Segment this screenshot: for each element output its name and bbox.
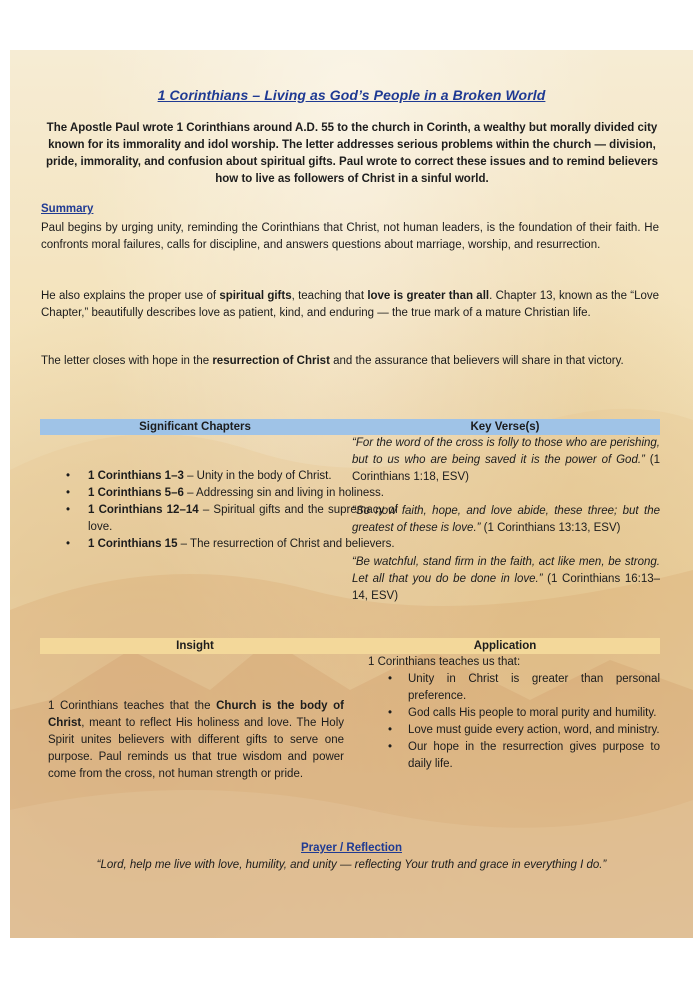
application-intro: 1 Corinthians teaches us that:: [368, 656, 521, 668]
chapter-item: [88, 502, 398, 536]
table1-header-row: [40, 419, 660, 435]
application-item: • God calls His people to moral purity and humility.: [408, 705, 660, 722]
prayer-text: “Lord, help me live with love, humility, and unity — reflecting Your truth and grace in everything I do.”: [96, 859, 607, 871]
chapter-item: [88, 468, 398, 485]
intro-paragraph: The Apostle Paul wrote 1 Corinthians around A.D. 55 to the church in Corinth, a wealthy but morally divided city known for its immorality and idol worship. The letter addresses serious problems within the church — division, pride, immorality, and confusion about spiritual gifts. Paul wrote to correct these issues and to remind believers how to live as followers of Christ in a sinful world.: [46, 122, 658, 185]
application-item: • Love must guide every action, word, and ministry.: [408, 722, 660, 739]
summary-paragraph-3: [41, 353, 659, 370]
verse-citation: (1 Corinthians 16:13–14, ESV): [352, 573, 661, 602]
chapter-item: [88, 536, 398, 553]
prayer-heading: Prayer / Reflection: [301, 842, 402, 854]
chapter-desc: – Unity in the body of Christ.: [183, 470, 332, 482]
insight-application-table: [40, 638, 660, 780]
chapter-desc: – Spiritual gifts and the supremacy of love.: [88, 504, 399, 533]
key-verse: [352, 503, 660, 537]
insight-column: [40, 654, 352, 780]
summary-paragraph-2: [41, 288, 659, 322]
application-list: [352, 671, 660, 773]
insight-text-c: , meant to reflect His holiness and love. The Holy Spirit unites believers with different gifts to serve one purpose. Paul reminds us that true wisdom and power come from the cross, not human strength or pride.: [48, 717, 344, 780]
key-verses-header: Key Verse(s): [470, 421, 540, 433]
p2-text-c: , teaching that: [291, 290, 368, 302]
verse-quote: “For the word of the cross is folly to those who are perishing, but to us who are being saved it is the power of God.”: [352, 437, 660, 466]
p2-bold-love: love is greater than all: [367, 290, 490, 302]
chapters-verses-table: [40, 419, 660, 605]
application-column: [352, 654, 660, 773]
insight-text-a: 1 Corinthians teaches that the: [48, 700, 217, 712]
application-item: • Unity in Christ is greater than personal preference.: [408, 671, 660, 705]
chapter-desc: – Addressing sin and living in holiness.: [183, 487, 384, 499]
key-verse: [352, 435, 660, 486]
chapter-ref: 1 Corinthians 15: [88, 538, 178, 550]
key-verse: [352, 554, 660, 605]
chapter-ref: 1 Corinthians 1–3: [88, 470, 184, 482]
application-item: • Our hope in the resurrection gives purpose to daily life.: [408, 739, 660, 773]
chapter-ref: 1 Corinthians 5–6: [88, 487, 184, 499]
p3-text-a: The letter closes with hope in the: [41, 355, 213, 367]
chapter-desc: – The resurrection of Christ and believers.: [177, 538, 395, 550]
table2-header-row: [40, 638, 660, 654]
verse-citation: (1 Corinthians 13:13, ESV): [480, 522, 621, 534]
insight-text: [48, 698, 344, 783]
application-header: Application: [473, 640, 537, 652]
summary-paragraph-1: Paul begins by urging unity, reminding the Corinthians that Christ, not human leaders, is the foundation of their faith. He confronts moral failures, calls for discipline, and answers questions about marriage, worship, and resurrection.: [41, 222, 659, 251]
p2-text-a: He also explains the proper use of: [41, 290, 220, 302]
verse-quote: “Be watchful, stand firm in the faith, act like men, be strong. Let all that you do be done in love.”: [352, 556, 660, 585]
significant-chapters-header: Significant Chapters: [139, 421, 251, 433]
p2-text-d: . Chapter 13, known as the “Love Chapter,” beautifully describes love as patient, kind, and enduring — the true mark of a mature Christian life.: [41, 290, 660, 319]
insight-header: Insight: [176, 640, 214, 652]
verses-column: [352, 435, 660, 605]
verse-quote: “So now faith, hope, and love abide, these three; but the greatest of these is love.”: [352, 505, 660, 534]
chapters-list: [40, 468, 398, 553]
chapter-ref: 1 Corinthians 12–14: [88, 504, 199, 516]
summary-heading: Summary: [41, 203, 94, 215]
insight-bold-church: Church is the body of Christ: [48, 700, 344, 729]
page-title: 1 Corinthians – Living as God’s People in a Broken World: [157, 87, 546, 103]
verse-citation: (1 Corinthians 1:18, ESV): [352, 454, 661, 483]
chapters-column: [40, 435, 399, 605]
p2-bold-spiritual-gifts: spiritual gifts: [219, 290, 292, 302]
parchment-page: [10, 50, 693, 938]
p3-text-c: and the assurance that believers will share in that victory.: [329, 355, 624, 367]
p3-bold-resurrection: resurrection of Christ: [212, 355, 330, 367]
chapter-item: [88, 485, 398, 502]
